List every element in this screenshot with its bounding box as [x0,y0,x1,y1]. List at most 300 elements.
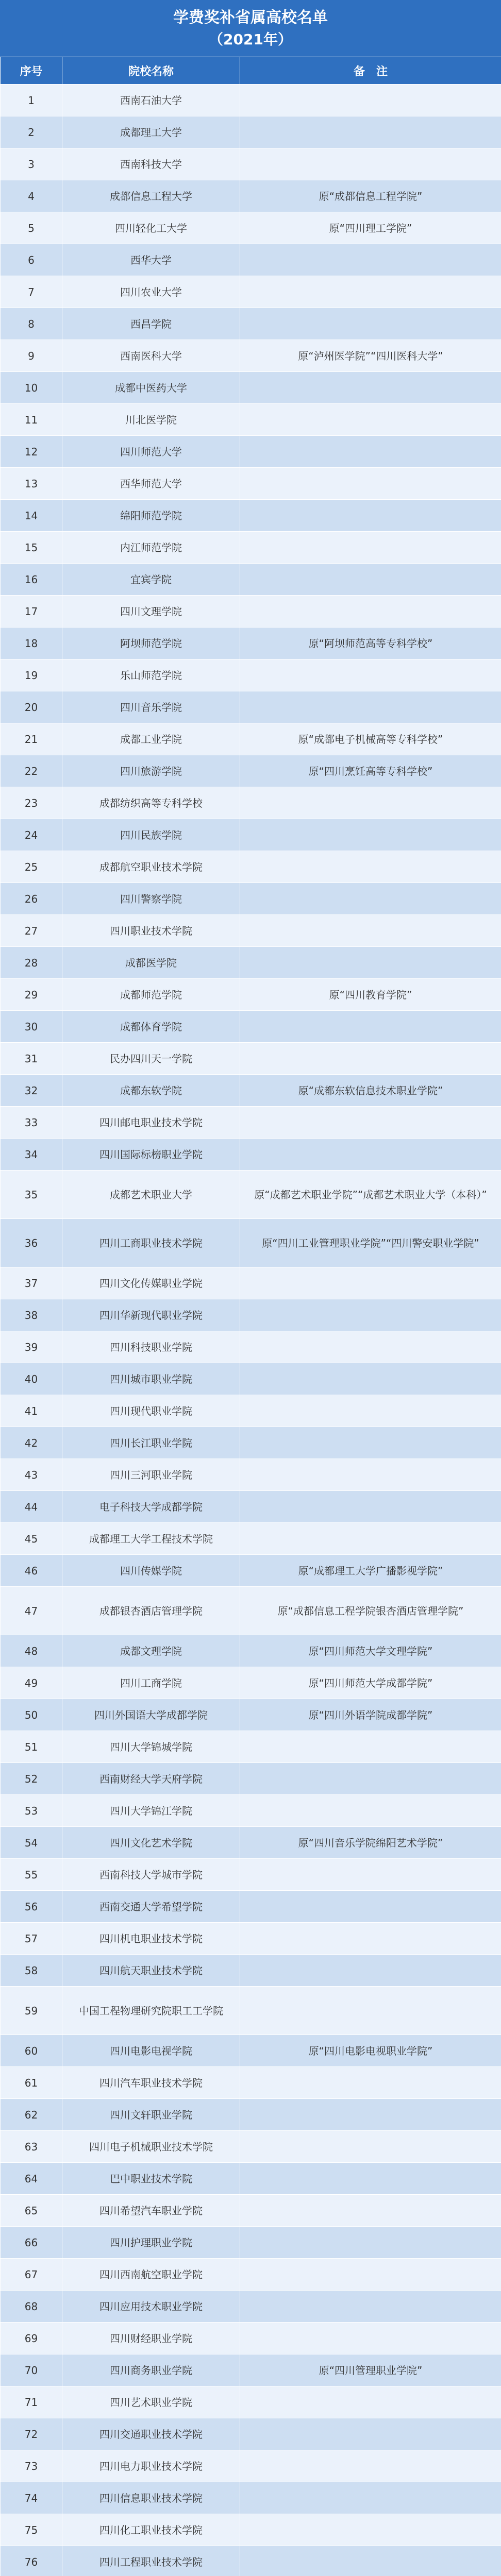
row-seq-cell: 58 [1,1955,62,1987]
row-school-name: 四川师范大学 [62,436,240,468]
row-seq-cell: 62 [1,2099,62,2131]
table-row [1,947,501,979]
table-row [1,2099,501,2131]
row-school-name: 四川化工职业技术学院 [62,2514,240,2546]
row-note [240,915,501,947]
table-row [1,468,501,500]
row-school-name: 四川希望汽车职业学院 [62,2195,240,2227]
row-school-name: 四川农业大学 [62,276,240,308]
row-note [240,404,501,436]
row-note [240,1763,501,1795]
row-school-name: 成都银杏酒店管理学院 [62,1587,240,1635]
row-school-name: 四川艺术职业学院 [62,2386,240,2418]
table-row [1,1299,501,1331]
row-note [240,2418,501,2450]
table-row [1,2259,501,2291]
row-school-name: 成都体育学院 [62,1011,240,1043]
row-note [240,564,501,596]
row-seq-cell: 47 [1,1587,62,1635]
table-row [1,1795,501,1827]
row-note [240,787,501,819]
row-seq-cell: 43 [1,1459,62,1491]
row-school-name: 巴中职业技术学院 [62,2163,240,2195]
row-note: 原“四川烹饪高等专科学校” [240,755,501,787]
row-school-name: 四川航天职业技术学院 [62,1955,240,1987]
table-row [1,180,501,212]
row-school-name: 阿坝师范学院 [62,628,240,659]
row-school-name: 成都航空职业技术学院 [62,851,240,883]
table-row [1,2354,501,2386]
row-school-name: 四川财经职业学院 [62,2323,240,2354]
row-seq-cell: 76 [1,2546,62,2576]
row-note [240,691,501,723]
row-school-name: 四川职业技术学院 [62,915,240,947]
row-note [240,2323,501,2354]
row-school-name: 宜宾学院 [62,564,240,596]
row-school-name: 西南交通大学希望学院 [62,1891,240,1923]
row-note [240,372,501,404]
row-note [240,2291,501,2323]
table-row [1,1763,501,1795]
column-header-seq: 序号 [1,57,62,84]
row-note [240,532,501,564]
row-seq-cell: 71 [1,2386,62,2418]
row-note [240,2163,501,2195]
row-school-name: 西南医科大学 [62,340,240,372]
table-row [1,1395,501,1427]
row-seq-cell: 3 [1,148,62,180]
table-row [1,1955,501,1987]
row-seq-cell: 27 [1,915,62,947]
row-note [240,659,501,691]
table-row [1,500,501,532]
table-body [1,84,501,2576]
table-row [1,2450,501,2482]
row-note [240,1363,501,1395]
table-row [1,1075,501,1107]
row-note [240,436,501,468]
table-row [1,1827,501,1859]
row-note [240,851,501,883]
row-seq-cell: 29 [1,979,62,1011]
row-note [240,148,501,180]
row-seq-cell: 8 [1,308,62,340]
table-row [1,787,501,819]
row-note [240,2195,501,2227]
row-note [240,1923,501,1955]
row-note [240,2450,501,2482]
table-row [1,2386,501,2418]
row-note [240,1427,501,1459]
row-note [240,1043,501,1075]
row-school-name: 四川工商职业技术学院 [62,1219,240,1267]
table-row [1,723,501,755]
row-seq-cell: 72 [1,2418,62,2450]
row-note [240,2259,501,2291]
row-school-name: 四川汽车职业技术学院 [62,2067,240,2099]
table-row [1,340,501,372]
row-school-name: 电子科技大学成都学院 [62,1491,240,1523]
row-seq-cell: 56 [1,1891,62,1923]
row-school-name: 四川西南航空职业学院 [62,2259,240,2291]
row-note [240,1011,501,1043]
row-school-name: 四川工程职业技术学院 [62,2546,240,2576]
row-seq-cell: 1 [1,84,62,116]
table-row [1,212,501,244]
table-row [1,1107,501,1139]
row-note [240,2514,501,2546]
table-row [1,2291,501,2323]
row-note: 原“成都东软信息技术职业学院” [240,1075,501,1107]
row-note: 原“四川师范大学成都学院” [240,1667,501,1699]
row-seq-cell: 36 [1,1219,62,1267]
table-row [1,2514,501,2546]
table-row [1,532,501,564]
row-note [240,1987,501,2035]
row-note: 原“泸州医学院”“四川医科大学” [240,340,501,372]
table-row [1,1363,501,1395]
row-seq-cell: 37 [1,1267,62,1299]
row-note: 原“四川教育学院” [240,979,501,1011]
row-school-name: 四川工商学院 [62,1667,240,1699]
row-seq-cell: 25 [1,851,62,883]
row-note: 原“四川音乐学院绵阳艺术学院” [240,1827,501,1859]
table-row [1,404,501,436]
table-row [1,1555,501,1587]
row-school-name: 西南科技大学城市学院 [62,1859,240,1891]
row-school-name: 成都纺织高等专科学校 [62,787,240,819]
row-school-name: 四川华新现代职业学院 [62,1299,240,1331]
row-seq-cell: 67 [1,2259,62,2291]
table-row [1,691,501,723]
row-school-name: 内江师范学院 [62,532,240,564]
row-seq-cell: 74 [1,2482,62,2514]
row-seq-cell: 35 [1,1171,62,1219]
row-school-name: 西华师范大学 [62,468,240,500]
row-seq-cell: 51 [1,1731,62,1763]
row-seq-cell: 15 [1,532,62,564]
table-row [1,1011,501,1043]
row-school-name: 四川电子机械职业技术学院 [62,2131,240,2163]
row-note [240,819,501,851]
row-note [240,468,501,500]
table-row [1,84,501,116]
row-seq-cell: 48 [1,1635,62,1667]
table-row [1,1459,501,1491]
row-school-name: 四川轻化工大学 [62,212,240,244]
row-note [240,116,501,148]
row-note [240,2482,501,2514]
row-seq-cell: 9 [1,340,62,372]
row-seq-cell: 41 [1,1395,62,1427]
table-row [1,148,501,180]
row-seq-cell: 59 [1,1987,62,2035]
row-school-name: 四川大学锦江学院 [62,1795,240,1827]
row-school-name: 四川现代职业学院 [62,1395,240,1427]
row-note [240,308,501,340]
row-note: 原“成都艺术职业学院”“成都艺术职业大学（本科）” [240,1171,501,1219]
row-school-name: 西华大学 [62,244,240,276]
row-note [240,1795,501,1827]
page-title: 学费奖补省属高校名单 [173,9,328,27]
table-row [1,1427,501,1459]
row-note: 原“四川师范大学文理学院” [240,1635,501,1667]
table-row [1,2546,501,2576]
table-row [1,2067,501,2099]
table-row [1,2195,501,2227]
row-school-name: 四川民族学院 [62,819,240,851]
row-school-name: 成都理工大学工程技术学院 [62,1523,240,1555]
table-row [1,308,501,340]
table-row [1,2227,501,2259]
row-seq-cell: 17 [1,596,62,628]
row-seq-cell: 20 [1,691,62,723]
table-row [1,1219,501,1267]
table-row [1,1699,501,1731]
row-school-name: 四川旅游学院 [62,755,240,787]
row-school-name: 四川传媒学院 [62,1555,240,1587]
column-header-note: 备 注 [240,57,501,84]
row-note [240,2386,501,2418]
table-row [1,755,501,787]
table-row [1,1491,501,1523]
row-school-name: 成都信息工程大学 [62,180,240,212]
row-note: 原“四川管理职业学院” [240,2354,501,2386]
row-school-name: 四川文化艺术学院 [62,1827,240,1859]
row-note [240,1107,501,1139]
row-seq-cell: 70 [1,2354,62,2386]
row-seq-cell: 49 [1,1667,62,1699]
row-note [240,1267,501,1299]
row-seq-cell: 73 [1,2450,62,2482]
row-seq-cell: 46 [1,1555,62,1587]
row-seq-cell: 10 [1,372,62,404]
table-row [1,883,501,915]
row-seq-cell: 4 [1,180,62,212]
row-note: 原“四川理工学院” [240,212,501,244]
row-school-name: 川北医学院 [62,404,240,436]
row-note [240,1395,501,1427]
row-note [240,2099,501,2131]
row-seq-cell: 69 [1,2323,62,2354]
row-school-name: 四川警察学院 [62,883,240,915]
row-note [240,1331,501,1363]
row-seq-cell: 53 [1,1795,62,1827]
table-row [1,1667,501,1699]
table-row [1,851,501,883]
table-row [1,1523,501,1555]
row-note [240,1523,501,1555]
row-note: 原“阿坝师范高等专科学校” [240,628,501,659]
table-row [1,915,501,947]
row-school-name: 西昌学院 [62,308,240,340]
row-seq-cell: 57 [1,1923,62,1955]
table-row [1,1987,501,2035]
row-note [240,2546,501,2576]
row-seq-cell: 28 [1,947,62,979]
table-row [1,659,501,691]
row-note [240,1731,501,1763]
row-seq-cell: 50 [1,1699,62,1731]
row-school-name: 四川长江职业学院 [62,1427,240,1459]
row-school-name: 四川科技职业学院 [62,1331,240,1363]
table-row [1,276,501,308]
row-note [240,883,501,915]
row-school-name: 成都理工大学 [62,116,240,148]
row-seq-cell: 61 [1,2067,62,2099]
row-school-name: 四川电影电视学院 [62,2035,240,2067]
row-seq-cell: 52 [1,1763,62,1795]
row-school-name: 四川文理学院 [62,596,240,628]
row-note: 原“四川工业管理职业学院”“四川警安职业学院” [240,1219,501,1267]
school-table [0,57,501,2576]
row-note: 原“成都信息工程学院银杏酒店管理学院” [240,1587,501,1635]
row-note [240,84,501,116]
row-note [240,2067,501,2099]
row-note [240,244,501,276]
row-seq-cell: 34 [1,1139,62,1171]
table-row [1,2418,501,2450]
row-seq-cell: 30 [1,1011,62,1043]
header-banner [0,0,501,57]
row-seq-cell: 68 [1,2291,62,2323]
row-school-name: 四川文轩职业学院 [62,2099,240,2131]
table-row [1,1891,501,1923]
row-seq-cell: 23 [1,787,62,819]
row-note: 原“成都信息工程学院” [240,180,501,212]
row-note [240,500,501,532]
row-note [240,1299,501,1331]
row-seq-cell: 19 [1,659,62,691]
row-school-name: 四川大学锦城学院 [62,1731,240,1763]
row-seq-cell: 54 [1,1827,62,1859]
row-seq-cell: 21 [1,723,62,755]
row-seq-cell: 39 [1,1331,62,1363]
row-seq-cell: 38 [1,1299,62,1331]
table-row [1,1635,501,1667]
row-school-name: 四川国际标榜职业学院 [62,1139,240,1171]
row-seq-cell: 42 [1,1427,62,1459]
table-row [1,116,501,148]
row-school-name: 四川电力职业技术学院 [62,2450,240,2482]
row-seq-cell: 26 [1,883,62,915]
row-note: 原“成都理工大学广播影视学院” [240,1555,501,1587]
row-seq-cell: 6 [1,244,62,276]
row-school-name: 西南财经大学天府学院 [62,1763,240,1795]
table-row [1,1587,501,1635]
table-row [1,2163,501,2195]
table-row [1,1731,501,1763]
table-row [1,1267,501,1299]
row-note: 原“成都电子机械高等专科学校” [240,723,501,755]
table-row [1,1171,501,1219]
row-school-name: 乐山师范学院 [62,659,240,691]
row-seq-cell: 66 [1,2227,62,2259]
table-row [1,1331,501,1363]
row-school-name: 四川外国语大学成都学院 [62,1699,240,1731]
row-note [240,2227,501,2259]
row-seq-cell: 45 [1,1523,62,1555]
row-school-name: 西南科技大学 [62,148,240,180]
row-school-name: 成都工业学院 [62,723,240,755]
row-note [240,276,501,308]
row-school-name: 四川邮电职业技术学院 [62,1107,240,1139]
table-row [1,1139,501,1171]
row-school-name: 成都师范学院 [62,979,240,1011]
row-seq-cell: 64 [1,2163,62,2195]
row-school-name: 四川应用技术职业学院 [62,2291,240,2323]
row-note: 原“四川电影电视职业学院” [240,2035,501,2067]
table-row [1,596,501,628]
row-seq-cell: 16 [1,564,62,596]
table-row [1,819,501,851]
row-seq-cell: 65 [1,2195,62,2227]
table-row [1,1043,501,1075]
row-seq-cell: 24 [1,819,62,851]
row-seq-cell: 14 [1,500,62,532]
row-school-name: 四川护理职业学院 [62,2227,240,2259]
row-school-name: 四川城市职业学院 [62,1363,240,1395]
row-school-name: 成都艺术职业大学 [62,1171,240,1219]
row-seq-cell: 33 [1,1107,62,1139]
row-school-name: 四川三河职业学院 [62,1459,240,1491]
row-note [240,1491,501,1523]
row-school-name: 民办四川天一学院 [62,1043,240,1075]
table-row [1,1859,501,1891]
row-note [240,1955,501,1987]
row-seq-cell: 22 [1,755,62,787]
table-row [1,2323,501,2354]
row-seq-cell: 32 [1,1075,62,1107]
row-seq-cell: 31 [1,1043,62,1075]
row-seq-cell: 44 [1,1491,62,1523]
row-note: 原“四川外语学院成都学院” [240,1699,501,1731]
row-note [240,1891,501,1923]
row-seq-cell: 5 [1,212,62,244]
row-school-name: 成都中医药大学 [62,372,240,404]
table-row [1,244,501,276]
table-header-row [1,57,501,84]
table-row [1,2131,501,2163]
table-row [1,372,501,404]
row-seq-cell: 2 [1,116,62,148]
row-note [240,596,501,628]
column-header-name: 院校名称 [62,57,240,84]
row-seq-cell: 55 [1,1859,62,1891]
table-row [1,2035,501,2067]
row-school-name: 四川文化传媒职业学院 [62,1267,240,1299]
row-seq-cell: 12 [1,436,62,468]
row-school-name: 成都文理学院 [62,1635,240,1667]
row-seq-cell: 11 [1,404,62,436]
row-seq-cell: 13 [1,468,62,500]
row-note [240,1459,501,1491]
row-seq-cell: 75 [1,2514,62,2546]
row-seq-cell: 18 [1,628,62,659]
row-school-name: 四川音乐学院 [62,691,240,723]
row-school-name: 成都东软学院 [62,1075,240,1107]
row-seq-cell: 63 [1,2131,62,2163]
row-seq-cell: 40 [1,1363,62,1395]
row-school-name: 西南石油大学 [62,84,240,116]
table-row [1,1923,501,1955]
row-school-name: 成都医学院 [62,947,240,979]
table-row [1,979,501,1011]
row-note [240,2131,501,2163]
row-school-name: 中国工程物理研究院职工工学院 [62,1987,240,2035]
table-row [1,436,501,468]
table-row [1,628,501,659]
